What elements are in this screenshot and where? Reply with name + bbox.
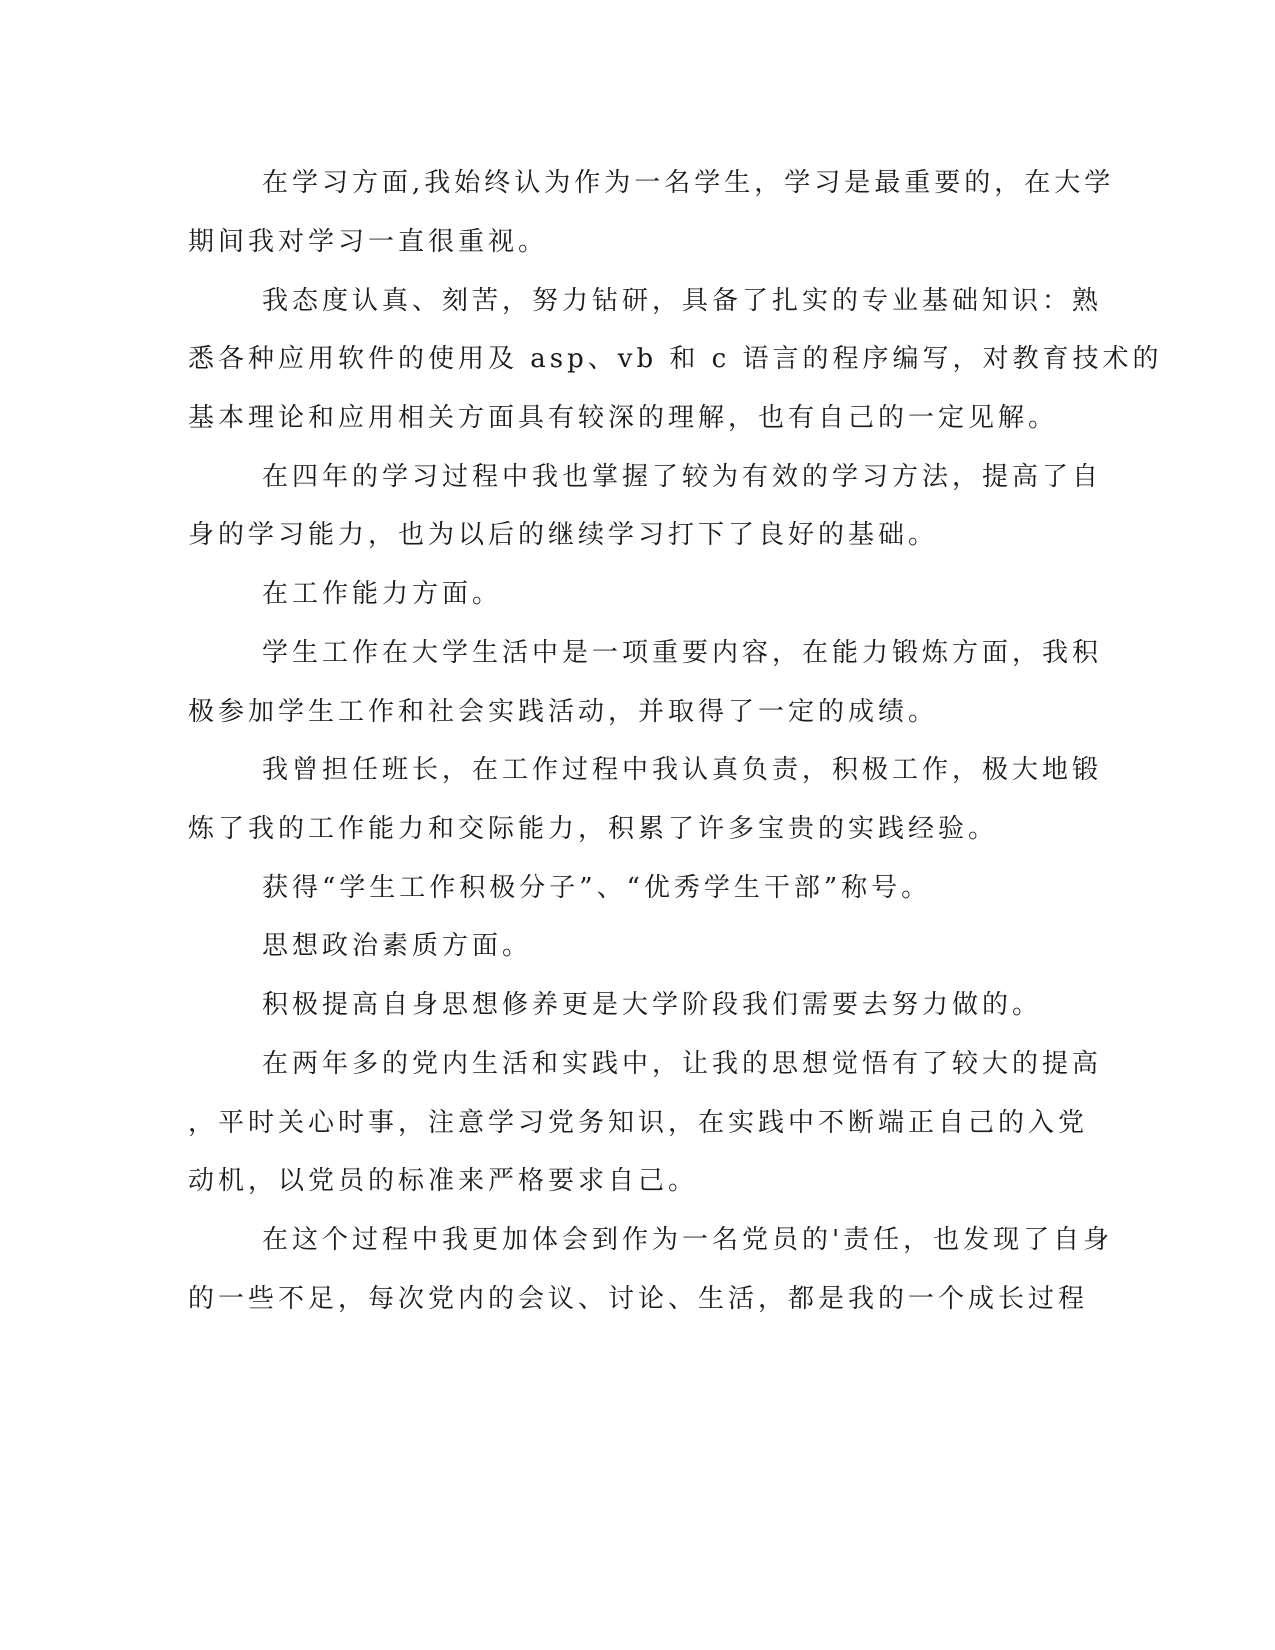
text-line: 我态度认真、刻苦，努力钻研，具备了扎实的专业基础知识：熟 xyxy=(262,286,1103,316)
text-line: 在学习方面,我始终认为作为一名学生，学习是最重要的，在大学 xyxy=(262,168,1115,198)
text-line: 悉各种应用软件的使用及 asp、vb 和 c 语言的程序编写，对教育技术的 xyxy=(188,344,1163,374)
text-line: ，平时关心时事，注意学习党务知识，在实践中不断端正自己的入党 xyxy=(188,1108,1089,1138)
text-line: 思想政治素质方面。 xyxy=(262,931,533,961)
text-line: 的一些不足，每次党内的会议、讨论、生活，都是我的一个成长过程 xyxy=(188,1284,1089,1314)
text-line: 在四年的学习过程中我也掌握了较为有效的学习方法，提高了自 xyxy=(262,462,1103,492)
text-line: 极参加学生工作和社会实践活动，并取得了一定的成绩。 xyxy=(188,697,939,727)
text-line: 炼了我的工作能力和交际能力，积累了许多宝贵的实践经验。 xyxy=(188,814,999,844)
text-line: 我曾担任班长，在工作过程中我认真负责，积极工作，极大地锻 xyxy=(262,755,1103,785)
text-line: 基本理论和应用相关方面具有较深的理解，也有自己的一定见解。 xyxy=(188,403,1059,433)
text-line: 积极提高自身思想修养更是大学阶段我们需要去努力做的。 xyxy=(262,990,1043,1020)
text-line: 获得“学生工作积极分子”、“优秀学生干部”称号。 xyxy=(262,873,932,903)
text-line: 期间我对学习一直很重视。 xyxy=(188,227,549,257)
text-line: 动机，以党员的标准来严格要求自己。 xyxy=(188,1166,699,1196)
text-line: 在这个过程中我更加体会到作为一名党员的'责任，也发现了自身 xyxy=(262,1225,1114,1255)
text-line: 在两年多的党内生活和实践中，让我的思想觉悟有了较大的提高 xyxy=(262,1049,1103,1079)
text-line: 学生工作在大学生活中是一项重要内容，在能力锻炼方面，我积 xyxy=(262,638,1103,668)
text-line: 在工作能力方面。 xyxy=(262,579,503,609)
text-line: 身的学习能力，也为以后的继续学习打下了良好的基础。 xyxy=(188,520,939,550)
